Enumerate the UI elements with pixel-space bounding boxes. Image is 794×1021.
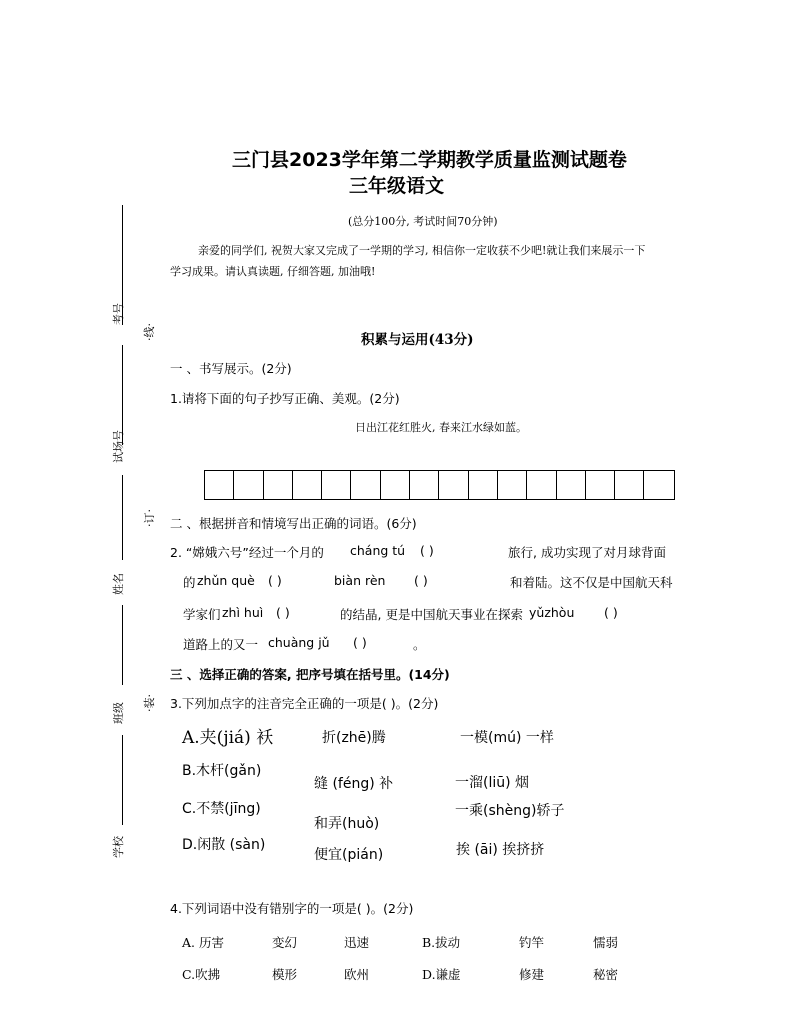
q2-line4-text-b: 。 [413, 637, 426, 652]
grid-cell[interactable] [527, 471, 556, 499]
grid-cell[interactable] [557, 471, 586, 499]
cut-mark-zhuang: ·装· [143, 694, 156, 712]
grid-cell[interactable] [410, 471, 439, 499]
q1-text: 1.请将下面的句子抄写正确、美观。(2分) [170, 391, 400, 406]
exam-no-label: 考号 [112, 303, 125, 325]
q4-row1-item: B.拔动 [422, 935, 461, 950]
writing-grid[interactable] [204, 470, 675, 500]
q4-text: 4.下列词语中没有错别字的一项是( )。(2分) [170, 901, 414, 916]
q4-row1-item: A. 历害 [182, 935, 224, 950]
q2-pinyin: yǔzhòu [529, 605, 575, 620]
name-label: 姓名 [112, 573, 125, 595]
exam-title: 三门县2023学年第二学期教学质量监测试题卷 [232, 149, 627, 171]
grid-cell[interactable] [264, 471, 293, 499]
q2-line1-text: 2. “嫦娥六号”经过一个月的 [170, 545, 324, 560]
q4-row2-item: 修建 [519, 967, 545, 982]
q3-option-d3: 挨 (āi) 挨挤挤 [456, 842, 545, 858]
q4-row2-item: 模形 [272, 967, 298, 982]
q3-option-a1: A.夹(jiá) 袄 [182, 728, 274, 748]
grid-cell[interactable] [381, 471, 410, 499]
q4-row1-item: 变幻 [272, 935, 298, 950]
score-note: (总分100分, 考试时间70分钟) [348, 215, 498, 228]
part1-heading: 一 、书写展示。(2分) [170, 361, 292, 376]
section-heading: 积累与运用(43分) [361, 332, 474, 348]
grid-cell[interactable] [205, 471, 234, 499]
q3-text: 3.下列加点字的注音完全正确的一项是( )。(2分) [170, 696, 439, 711]
q2-pinyin: cháng tú [350, 543, 406, 558]
q3-option-b2: 缝 (féng) 补 [314, 776, 394, 792]
q3-option-a2: 折(zhē)腾 [322, 730, 386, 746]
q4-row2-item: C.吹拂 [182, 967, 221, 982]
q3-option-c2: 和弄(huò) [314, 816, 380, 832]
answer-paren[interactable]: ( ) [268, 573, 282, 588]
q3-option-a3: 一模(mú) 一样 [460, 730, 554, 746]
q2-line1-text-b: 旅行, 成功实现了对月球背面 [508, 545, 666, 560]
cut-mark-xian: ·线· [143, 323, 156, 341]
grid-cell[interactable] [234, 471, 263, 499]
exam-room-label: 试场号 [112, 430, 125, 463]
q2-line3-text: 学家们 [183, 607, 221, 622]
margin-line [122, 735, 123, 825]
q2-pinyin: biàn rèn [334, 573, 386, 588]
grid-cell[interactable] [615, 471, 644, 499]
grid-cell[interactable] [322, 471, 351, 499]
answer-paren[interactable]: ( ) [276, 605, 290, 620]
class-label: 班级 [112, 702, 125, 724]
grid-cell[interactable] [644, 471, 673, 499]
intro-line-2: 学习成果。请认真读题, 仔细答题, 加油哦! [170, 265, 376, 278]
q2-pinyin: chuàng jǔ [268, 635, 330, 650]
q2-line2-text-b: 和着陆。这不仅是中国航天科 [510, 575, 673, 590]
q1-sentence: 日出江花红胜火, 春来江水绿如蓝。 [355, 421, 527, 434]
grid-cell[interactable] [351, 471, 380, 499]
q4-row2-item: 秘密 [593, 967, 619, 982]
school-label: 学校 [112, 836, 125, 858]
margin-line [122, 475, 123, 560]
intro-line-1: 亲爱的同学们, 祝贺大家又完成了一学期的学习, 相信你一定收获不少吧!就让我们来展示一下 [198, 244, 646, 257]
q4-row2-item: D.谦虚 [422, 967, 461, 982]
cut-mark-ding: ·订· [143, 509, 156, 527]
q4-row2-item: 欧州 [344, 967, 370, 982]
q2-line2-text: 的 [183, 575, 196, 590]
q4-row1-item: 钓竿 [519, 935, 545, 950]
q3-option-d1: D.闲散 (sàn) [182, 837, 266, 853]
q3-option-b1: B.木杆(gǎn) [182, 763, 262, 779]
exam-subtitle: 三年级语文 [349, 175, 445, 197]
answer-paren[interactable]: ( ) [604, 605, 618, 620]
q2-pinyin: zhì huì [222, 605, 264, 620]
grid-cell[interactable] [498, 471, 527, 499]
q3-option-d2: 便宜(pián) [314, 847, 384, 863]
q3-option-c1: C.不禁(jīng) [182, 801, 261, 817]
q2-line4-text: 道路上的又一 [183, 637, 259, 652]
q4-row1-item: 懦弱 [593, 935, 619, 950]
q3-option-b3: 一溜(liū) 烟 [455, 775, 530, 791]
grid-cell[interactable] [293, 471, 322, 499]
answer-paren[interactable]: ( ) [414, 573, 428, 588]
part3-heading: 三 、选择正确的答案, 把序号填在括号里。(14分) [170, 667, 450, 682]
q2-pinyin: zhǔn què [197, 573, 255, 588]
q4-row1-item: 迅速 [344, 935, 370, 950]
answer-paren[interactable]: ( ) [420, 543, 434, 558]
q3-option-c3: 一乘(shèng)轿子 [455, 803, 565, 819]
answer-paren[interactable]: ( ) [353, 635, 367, 650]
grid-cell[interactable] [469, 471, 498, 499]
grid-cell[interactable] [439, 471, 468, 499]
grid-cell[interactable] [586, 471, 615, 499]
q2-line3-text-b: 的结晶, 更是中国航天事业在探索 [340, 607, 523, 622]
part2-heading: 二 、根据拼音和情境写出正确的词语。(6分) [170, 516, 417, 531]
margin-line [122, 605, 123, 685]
